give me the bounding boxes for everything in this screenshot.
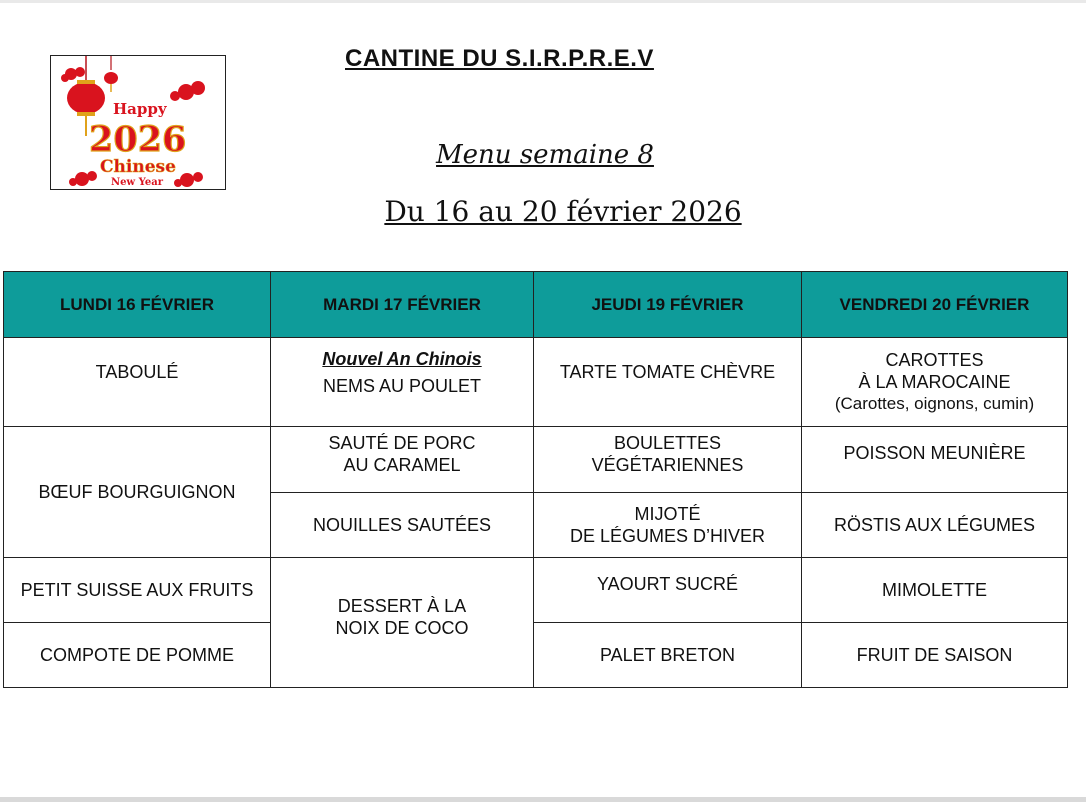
dessert-vendredi-text: FRUIT DE SAISON <box>856 644 1013 665</box>
page-title: CANTINE DU S.I.R.P.R.E.V <box>345 45 654 72</box>
main-jeudi <box>534 427 802 493</box>
day-header-lundi: LUNDI 16 FÉVRIER <box>4 272 271 338</box>
menu-week-subtitle <box>0 140 1086 170</box>
starter-vendredi-line3: (Carottes, oignons, cumin) <box>834 394 1035 413</box>
side-mardi <box>271 493 534 558</box>
starter-vendredi-line1: CAROTTES <box>885 350 984 370</box>
dairy-row <box>4 558 1068 623</box>
side-jeudi <box>534 493 802 558</box>
side-jeudi-line2: DE LÉGUMES D’HIVER <box>569 526 766 546</box>
side-mardi-text: NOUILLES SAUTÉES <box>312 514 492 535</box>
date-range: Du 16 au 20 février 2026 <box>384 195 742 228</box>
starter-vendredi-line2: À LA MAROCAINE <box>858 372 1011 392</box>
logo-happy-text: Happy <box>113 100 167 118</box>
dessert-lundi-text: COMPOTE DE POMME <box>39 644 234 665</box>
dairy-lundi-text: PETIT SUISSE AUX FRUITS <box>20 579 254 600</box>
special-event-label: Nouvel An Chinois <box>322 349 482 369</box>
starter-vendredi <box>802 338 1068 427</box>
side-vendredi <box>802 493 1068 558</box>
top-border <box>0 0 1086 3</box>
dessert-jeudi <box>534 623 802 688</box>
starter-row <box>4 338 1068 427</box>
starter-mardi-text: NEMS AU POULET <box>322 376 482 396</box>
main-mardi-line2: AU CARAMEL <box>343 454 461 475</box>
main-vendredi-text: POISSON MEUNIÈRE <box>843 443 1026 463</box>
main-lundi <box>4 427 271 558</box>
starter-mardi <box>271 338 534 427</box>
starter-lundi-text: TABOULÉ <box>95 361 179 382</box>
dessert-mardi-line2: NOIX DE COCO <box>335 617 469 638</box>
dessert-jeudi-text: PALET BRETON <box>599 644 736 665</box>
day-header-vendredi: VENDREDI 20 FÉVRIER <box>802 272 1068 338</box>
main-jeudi-line1: BOULETTES <box>613 432 722 453</box>
dairy-jeudi-text: YAOURT SUCRÉ <box>596 573 739 594</box>
side-vendredi-text: RÖSTIS AUX LÉGUMES <box>833 514 1036 535</box>
dessert-row <box>4 623 1068 688</box>
side-jeudi-line1: MIJOTÉ <box>634 504 701 524</box>
starter-lundi <box>4 338 271 427</box>
dairy-lundi <box>4 558 271 623</box>
logo-new-year-text: New Year <box>111 177 163 188</box>
main-lundi-text: BŒUF BOURGUIGNON <box>38 481 236 502</box>
menu-week-text: Menu semaine 8 <box>436 140 654 170</box>
day-header-jeudi: JEUDI 19 FÉVRIER <box>534 272 802 338</box>
starter-jeudi-text: TARTE TOMATE CHÈVRE <box>559 361 776 382</box>
dessert-mardi-line1: DESSERT À LA <box>337 595 467 616</box>
dessert-lundi <box>4 623 271 688</box>
dairy-jeudi <box>534 558 802 623</box>
dairy-vendredi-text: MIMOLETTE <box>881 579 987 600</box>
day-header-mardi: MARDI 17 FÉVRIER <box>271 272 534 338</box>
main-vendredi <box>802 427 1068 493</box>
main-jeudi-line2: VÉGÉTARIENNES <box>591 454 744 475</box>
dessert-mardi <box>271 558 534 688</box>
main-mardi <box>271 427 534 493</box>
starter-jeudi <box>534 338 802 427</box>
dessert-vendredi <box>802 623 1068 688</box>
dairy-vendredi <box>802 558 1068 623</box>
logo-chinese-text: Chinese <box>100 157 176 177</box>
small-lantern-icon <box>104 72 118 84</box>
main-mardi-line1: SAUTÉ DE PORC <box>328 432 476 453</box>
weekly-menu-table <box>3 271 1068 688</box>
lantern-icon <box>67 82 105 114</box>
logo-year-text: 2026 <box>89 119 187 160</box>
table-header-row <box>4 272 1068 338</box>
main-dish-row <box>4 427 1068 493</box>
bottom-border <box>0 797 1086 802</box>
